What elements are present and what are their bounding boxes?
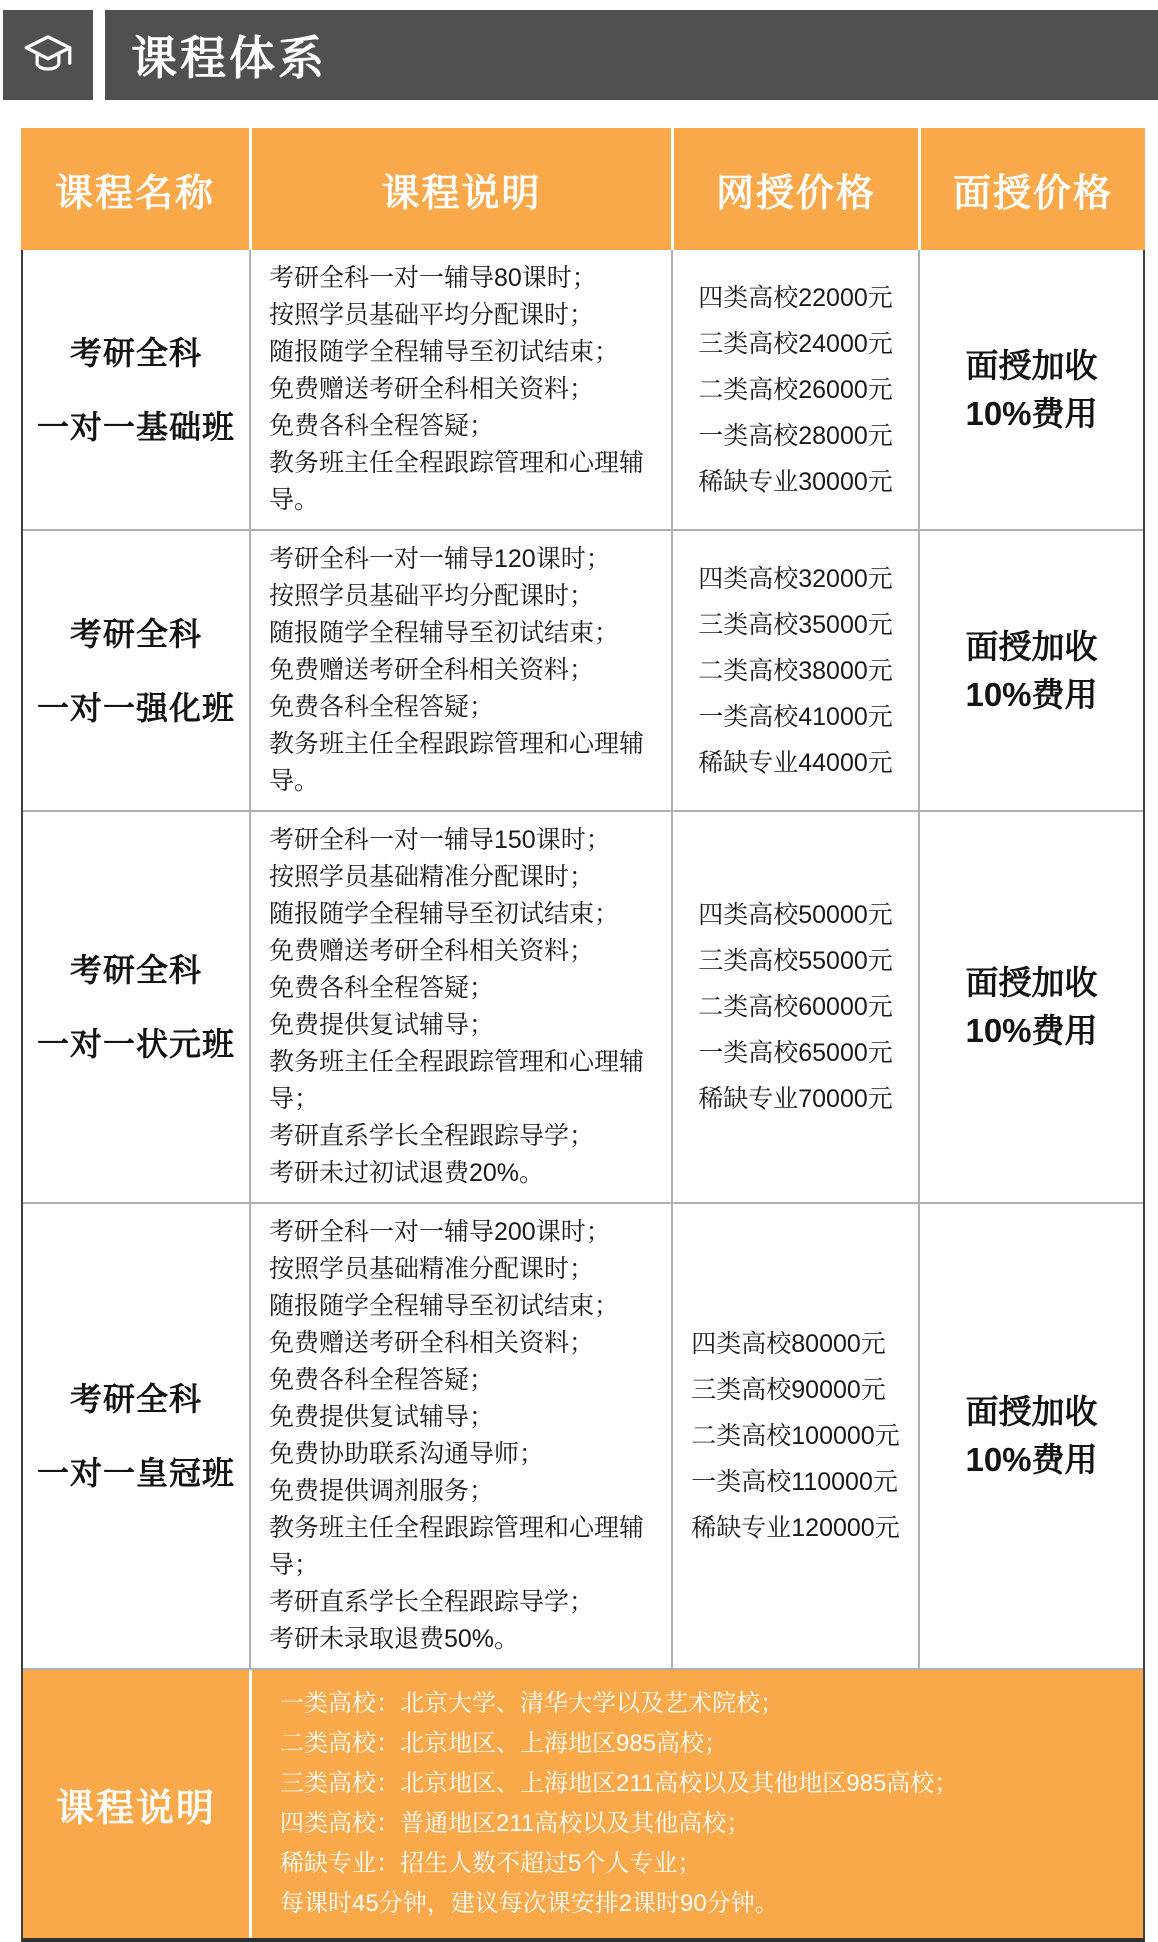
description-line: 考研全科一对一辅导80课时； [269,264,597,292]
description-line: 免费赠送考研全科相关资料； [269,937,595,965]
offline-price-line: 10%费用 [965,1012,1098,1049]
table-row-basic-class [23,250,1143,529]
description-line: 考研未录取退费50%。 [269,1625,520,1653]
description-line: 免费各科全程答疑； [269,412,495,440]
description-line: 免费提供调剂服务； [269,1477,495,1505]
table-body [21,250,1145,1942]
description-line: 随报随学全程辅导至初试结束； [269,619,620,647]
table-row-champion-class [23,810,1143,1202]
description-line: 免费提供复试辅导； [269,1403,495,1431]
offline-price-line: 10%费用 [965,1441,1098,1478]
description-line: 按照学员基础精准分配课时； [269,1255,595,1283]
offline-price-cell [918,250,1143,529]
column-header-offline-price: 面授价格 [918,128,1145,250]
online-price-line: 稀缺专业30000元 [698,467,893,496]
description-line: 考研全科一对一辅导200课时； [269,1218,611,1246]
online-price-list [698,275,893,505]
online-price-line: 二类高校100000元 [691,1422,900,1450]
online-price-line: 四类高校32000元 [698,564,893,593]
offline-price-line: 面授加收 [965,1393,1098,1430]
online-price-list [698,892,893,1122]
online-price-line: 三类高校55000元 [698,947,893,975]
offline-price-note [965,959,1097,1055]
online-price-line: 二类高校38000元 [698,656,893,685]
description-line: 考研全科一对一辅导150课时； [269,826,611,854]
graduation-cap-icon [17,26,79,84]
online-price-line: 三类高校90000元 [691,1376,886,1404]
banner-title-bar [105,10,1158,100]
column-header-course-name: 课程名称 [54,172,215,215]
offline-price-line: 10%费用 [965,394,1098,432]
online-price-line: 一类高校28000元 [698,421,893,450]
online-price-line: 一类高校65000元 [698,1039,893,1067]
online-price-line: 三类高校24000元 [698,329,893,358]
description-line: 按照学员基础精准分配课时； [269,863,595,891]
online-price-line: 三类高校35000元 [698,610,893,639]
online-price-line: 四类高校80000元 [691,1330,886,1358]
footer-label: 课程说明 [55,1787,216,1830]
offline-price-cell [918,812,1143,1202]
footer-note-line: 稀缺专业：招生人数不超过5个人专业； [280,1850,702,1877]
description-line: 免费提供复试辅导； [269,1011,495,1039]
description-line: 随报随学全程辅导至初试结束； [269,1292,620,1320]
online-price-line: 一类高校110000元 [691,1468,898,1496]
offline-price-note [965,1388,1097,1484]
table-footer-row [23,1668,1143,1938]
online-price-cell [671,1204,918,1668]
online-price-line: 一类高校41000元 [698,702,893,731]
course-description-cell [249,1204,671,1668]
description-line: 免费各科全程答疑； [269,1366,495,1394]
description-line: 免费各科全程答疑； [269,974,495,1002]
description-line: 考研未过初试退费20%。 [269,1159,545,1187]
description-line: 随报随学全程辅导至初试结束； [269,900,620,928]
table-header-row [21,128,1145,250]
description-line: 教务班主任全程跟踪管理和心理辅导； [269,1048,645,1113]
description-line: 免费赠送考研全科相关资料； [269,1329,595,1357]
course-name-cell [23,1204,249,1668]
course-name-line: 考研全科 [69,615,202,652]
footer-note-line: 二类高校：北京地区、上海地区985高校； [280,1730,729,1757]
course-description-cell [249,531,671,810]
course-name-line: 一对一基础班 [36,408,235,445]
course-description-cell [249,250,671,529]
table-row-intensive-class [23,529,1143,810]
description-line: 免费赠送考研全科相关资料； [269,656,595,684]
course-name-line: 一对一皇冠班 [36,1455,235,1491]
description-line: 教务班主任全程跟踪管理和心理辅导。 [269,730,645,795]
offline-price-cell [918,1204,1143,1668]
course-name-line: 考研全科 [69,334,202,371]
column-header-course-description: 课程说明 [249,128,671,250]
description-line: 免费赠送考研全科相关资料； [269,375,595,403]
description-line: 教务班主任全程跟踪管理和心理辅导。 [269,449,645,514]
course-name-line: 考研全科 [69,1381,202,1417]
online-price-cell [671,812,918,1202]
offline-price-note [965,623,1097,719]
online-price-line: 二类高校60000元 [698,993,893,1021]
offline-price-line: 面授加收 [965,346,1098,384]
online-price-line: 稀缺专业120000元 [691,1514,900,1542]
description-line: 免费各科全程答疑； [269,693,495,721]
description-line: 按照学员基础平均分配课时； [269,582,595,610]
offline-price-note [965,342,1097,438]
online-price-line: 四类高校50000元 [698,901,893,929]
description-line: 按照学员基础平均分配课时； [269,301,595,329]
course-name-cell [23,250,249,529]
online-price-line: 稀缺专业44000元 [698,748,893,777]
course-name-cell [23,531,249,810]
description-line: 免费协助联系沟通导师； [269,1440,545,1468]
offline-price-line: 面授加收 [965,627,1098,665]
footer-notes [249,1670,1143,1938]
course-name-line: 一对一强化班 [36,689,235,726]
description-line: 考研直系学长全程跟踪导学； [269,1122,595,1150]
pricing-table [21,128,1145,1942]
course-name-line: 考研全科 [69,952,202,988]
offline-price-cell [918,531,1143,810]
online-price-line: 稀缺专业70000元 [698,1085,893,1113]
page-title: 课程体系 [131,32,327,84]
offline-price-line: 面授加收 [965,964,1098,1001]
online-price-list [691,1321,899,1551]
description-line: 考研全科一对一辅导120课时； [269,545,611,573]
footer-note-line: 每课时45分钟，建议每次课安排2课时90分钟。 [280,1890,779,1917]
offline-price-line: 10%费用 [965,675,1098,713]
online-price-cell [671,531,918,810]
online-price-line: 四类高校22000元 [698,283,893,312]
online-price-list [698,556,893,786]
footer-note-line: 一类高校：北京大学、清华大学以及艺术院校； [280,1690,784,1717]
column-header-online-price: 网授价格 [671,128,918,250]
online-price-cell [671,250,918,529]
online-price-line: 二类高校26000元 [698,375,893,404]
course-description-cell [249,812,671,1202]
table-row-crown-class [23,1202,1143,1668]
course-name-cell [23,812,249,1202]
footer-note-line: 四类高校：普通地区211高校以及其他高校； [280,1810,751,1837]
app-logo-box [3,10,93,100]
description-line: 教务班主任全程跟踪管理和心理辅导； [269,1514,645,1579]
description-line: 随报随学全程辅导至初试结束； [269,338,620,366]
course-name-line: 一对一状元班 [36,1026,235,1062]
description-line: 考研直系学长全程跟踪导学； [269,1588,595,1616]
footer-note-line: 三类高校：北京地区、上海地区211高校以及其他地区985高校； [280,1770,959,1797]
